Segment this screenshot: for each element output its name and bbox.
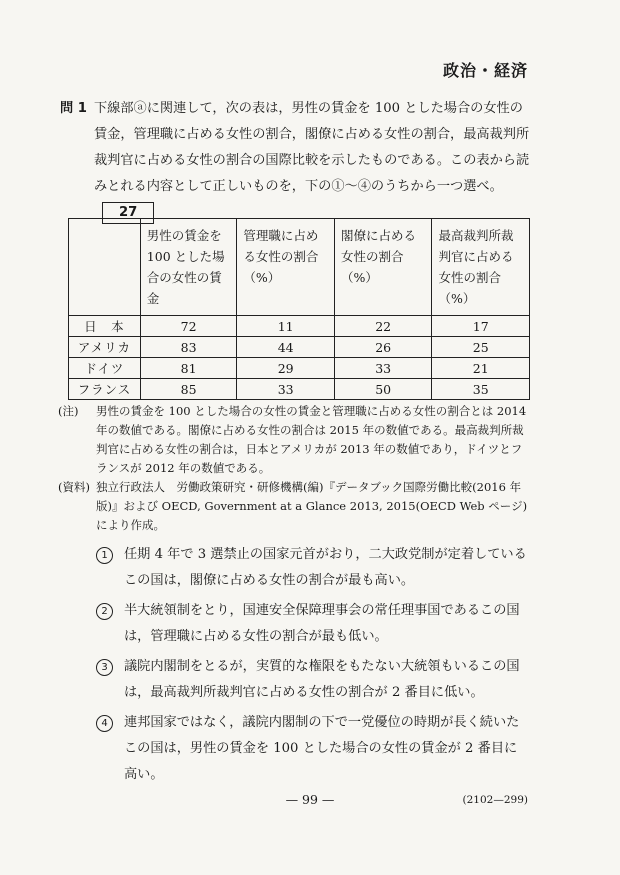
- table-row: [69, 358, 530, 379]
- exam-code: (2102—299): [462, 794, 528, 806]
- country-cell: フランス: [69, 379, 141, 400]
- option-number: 4: [96, 715, 113, 732]
- value-cell: 44: [237, 337, 335, 358]
- value-cell: 33: [334, 358, 432, 379]
- note-tag: (注): [58, 404, 79, 418]
- table-header-blank: [69, 219, 141, 316]
- question-block: [60, 96, 530, 226]
- value-cell: 25: [432, 337, 530, 358]
- option-text: 連邦国家ではなく，議院内閣制の下で一党優位の時期が長く続いたこの国は，男性の賃金を 100 とした場合の女性の賃金が 2 番目に高い。: [124, 715, 520, 782]
- option-number: 3: [96, 659, 113, 676]
- note-row: [58, 402, 528, 478]
- value-cell: 33: [237, 379, 335, 400]
- question-text: [94, 96, 530, 226]
- option-2[interactable]: [96, 598, 528, 650]
- table-row: [69, 337, 530, 358]
- value-cell: 50: [334, 379, 432, 400]
- page-number: — 99 —: [285, 792, 335, 807]
- table-row: [69, 316, 530, 337]
- value-cell: 29: [237, 358, 335, 379]
- answer-options: [96, 542, 528, 792]
- country-cell: 日 本: [69, 316, 141, 337]
- table-notes: [58, 402, 528, 535]
- value-cell: 72: [140, 316, 237, 337]
- value-cell: 21: [432, 358, 530, 379]
- value-cell: 11: [237, 316, 335, 337]
- table-header-row: [69, 219, 530, 316]
- value-cell: 35: [432, 379, 530, 400]
- table-header-ministers: 閣僚に占める女性の割合（%）: [334, 219, 432, 316]
- value-cell: 83: [140, 337, 237, 358]
- comparison-table: [68, 218, 530, 400]
- value-cell: 26: [334, 337, 432, 358]
- source-row: [58, 478, 528, 535]
- question-label: 問 1: [60, 101, 87, 116]
- source-text: 独立行政法人 労働政策研究・研修機構(編)『データブック国際労働比較(2016 年版)』および OECD, Government at a Glance 2013, 2015(OECD Web ページ)により作成。: [96, 480, 528, 532]
- subject-heading: 政治・経済: [442, 61, 528, 80]
- option-text: 半大統領制をとり，国連安全保障理事会の常任理事国であるこの国は，管理職に占める女性の割合が最も低い。: [124, 603, 520, 644]
- table-header-managers: 管理職に占める女性の割合（%）: [237, 219, 335, 316]
- value-cell: 22: [334, 316, 432, 337]
- option-4[interactable]: [96, 710, 528, 788]
- answer-number-box: 27: [102, 202, 154, 224]
- option-3[interactable]: [96, 654, 528, 706]
- value-cell: 85: [140, 379, 237, 400]
- table-header-judges: 最高裁判所裁判官に占める女性の割合（%）: [432, 219, 530, 316]
- value-cell: 17: [432, 316, 530, 337]
- country-cell: ドイツ: [69, 358, 141, 379]
- table-row: [69, 379, 530, 400]
- option-text: 議院内閣制をとるが，実質的な権限をもたない大統領もいるこの国は，最高裁判所裁判官に占める女性の割合が 2 番目に低い。: [124, 659, 520, 700]
- country-cell: アメリカ: [69, 337, 141, 358]
- note-text: 男性の賃金を 100 とした場合の女性の賃金と管理職に占める女性の割合とは 2014 年の数値である。閣僚に占める女性の割合は 2015 年の数値である。最高裁判所裁判官に占める女性の割合は，日本とアメリカが 2013 年の数値であり，ドイツとフランスが 2012 年の数値である。: [96, 404, 527, 475]
- table-header-wage: 男性の賃金を 100 とした場合の女性の賃金: [140, 219, 237, 316]
- option-number: 2: [96, 603, 113, 620]
- option-1[interactable]: [96, 542, 528, 594]
- source-tag: (資料): [58, 480, 90, 494]
- option-number: 1: [96, 547, 113, 564]
- value-cell: 81: [140, 358, 237, 379]
- question-body: 下線部ⓐに関連して，次の表は，男性の賃金を 100 とした場合の女性の賃金，管理職に占める女性の割合，閣僚に占める女性の割合，最高裁判所裁判官に占める女性の割合の国際比較を示したものである。この表から読みとれる内容として正しいものを，下の①～④のうちから一つ選べ。: [94, 101, 530, 194]
- option-text: 任期 4 年で 3 選禁止の国家元首がおり，二大政党制が定着しているこの国は，閣僚に占める女性の割合が最も高い。: [124, 547, 527, 588]
